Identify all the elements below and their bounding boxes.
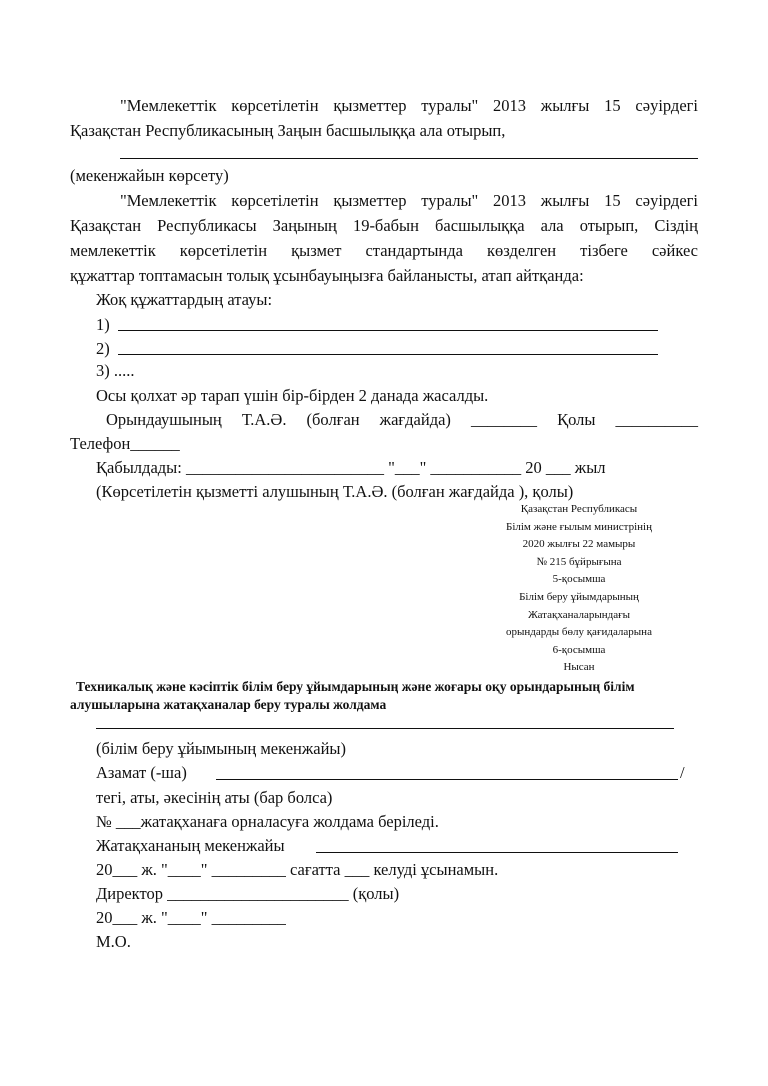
- annex-line: 2020 жылғы 22 мамыры: [522, 538, 636, 551]
- annex-line: 5-қосымша: [552, 573, 606, 586]
- form-title-line-1: Техникалық және кәсіптік білім беру ұйымдарының және жоғары оқу орындарының білім: [76, 679, 635, 694]
- annex-line: Білім беру ұйымдарының: [519, 591, 639, 603]
- citizen-label: Азамат (-ша): [96, 763, 187, 782]
- missing-documents-title: Жоқ құжаттардың атауы:: [96, 290, 273, 309]
- citizen-end-slash: /: [680, 763, 685, 782]
- form-date-line: 20___ ж. "____" _________: [96, 908, 286, 927]
- annex-line: Нысан: [563, 661, 595, 674]
- paragraph-2-line-4: құжаттар топтамасын толық ұсынбауыңызға байланысты, атап айтқанда:: [70, 266, 584, 285]
- address-hint: (мекенжайын көрсету): [70, 166, 229, 185]
- item-1-number: 1): [96, 315, 110, 334]
- arrival-line: 20___ ж. "____" _________ сағатта ___ келуді ұсынамын.: [96, 860, 499, 879]
- annex-line: № 215 бұйрығына: [536, 555, 622, 568]
- referral-line: № ___жатақханаға орналасуға жолдама беріледі.: [96, 812, 439, 831]
- org-address-hint: (білім беру ұйымының мекенжайы): [96, 739, 346, 758]
- phone-line: Телефон______: [70, 434, 180, 453]
- paragraph-1-line-1: "Мемлекеттік көрсетілетін қызметтер туралы" 2013 жылғы 15 сәуірдегі: [120, 96, 698, 115]
- annex-line: 6-қосымша: [552, 643, 606, 656]
- paragraph-2-line-2: Қазақстан Республикасы Заңының 19-бабын басшылыққа ала отырып, Сіздің: [70, 216, 698, 235]
- item-1-fill-line: [118, 330, 658, 331]
- form-title-line-2: алушыларына жатақханалар беру туралы жолдама: [70, 697, 387, 712]
- received-line: Қабылдады: ________________________ "___" ___________ 20 ___ жыл: [96, 458, 606, 477]
- item-3: 3) .....: [96, 361, 135, 380]
- item-2-number: 2): [96, 339, 110, 358]
- receiver-note: (Көрсетілетін қызметті алушының Т.А.Ә. (болған жағдайда ), қолы): [96, 482, 574, 501]
- copies-note: Осы қолхат әр тарап үшін бір-бірден 2 данада жасалды.: [96, 386, 489, 405]
- director-line: Директор ______________________ (қолы): [96, 884, 400, 903]
- dorm-address-fill-line: [316, 852, 678, 853]
- annex-line: орындарды бөлу қағидаларына: [506, 626, 652, 639]
- paragraph-2-line-1: "Мемлекеттік көрсетілетін қызметтер туралы" 2013 жылғы 15 сәуірдегі: [120, 191, 698, 210]
- annex-line: Білім және ғылым министрінің: [506, 520, 652, 533]
- item-2-fill-line: [118, 354, 658, 355]
- citizen-fill-line: [216, 779, 678, 780]
- name-hint: тегі, аты, әкесінің аты (бар болса): [96, 788, 333, 807]
- dorm-address-label: Жатақхананың мекенжайы: [96, 836, 285, 855]
- org-address-fill-line: [96, 728, 674, 729]
- annex-line: Жатақханаларындағы: [528, 608, 630, 621]
- executor-line: Орындаушының Т.А.Ә. (болған жағдайда) ________ Қолы __________: [106, 410, 698, 429]
- annex-line: Қазақстан Республикасы: [520, 503, 638, 515]
- seal-label: М.О.: [96, 932, 131, 951]
- paragraph-1-line-2: Қазақстан Республикасының Заңын басшылыққа ала отырып,: [70, 121, 506, 140]
- paragraph-2-line-3: мемлекеттік көрсетілетін қызмет стандартында көзделген тізбеге сәйкес: [70, 241, 698, 260]
- address-fill-line: [120, 158, 698, 159]
